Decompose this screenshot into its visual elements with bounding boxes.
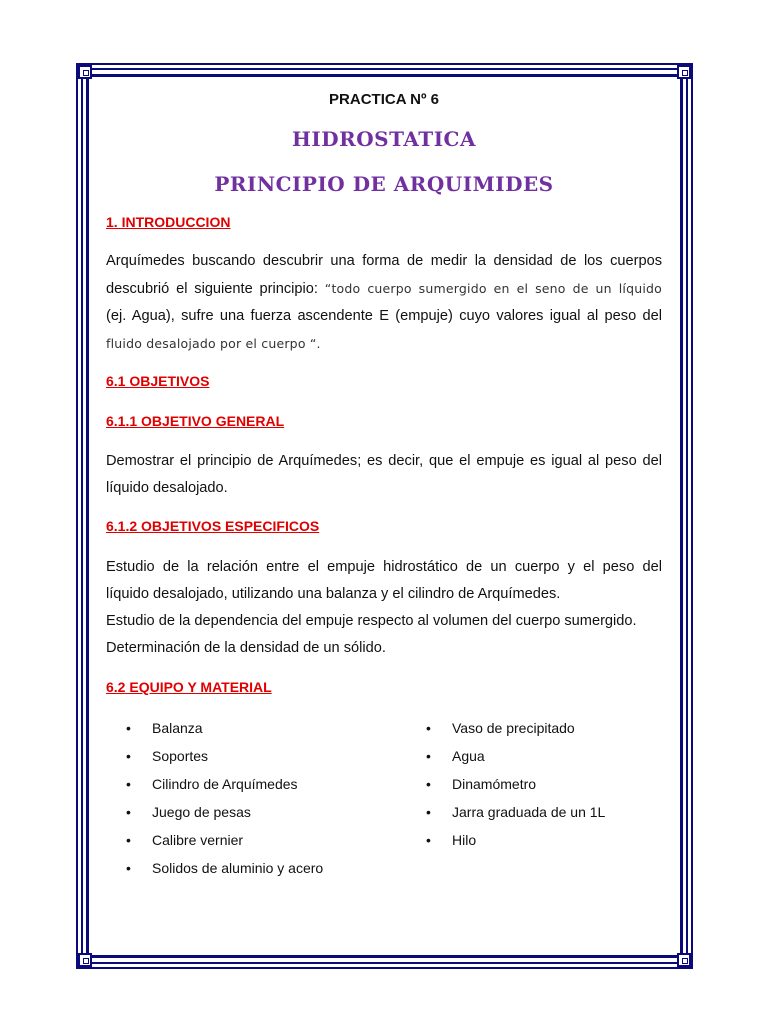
list-item: • Juego de pesas <box>106 798 323 826</box>
border-corner-top-right <box>677 65 691 79</box>
list-item: • Vaso de precipitado <box>406 714 605 742</box>
list-item: • Agua <box>406 742 605 770</box>
general-objective-paragraph <box>106 448 662 502</box>
intro-quote-start: “todo cuerpo sumergido en el seno de un líquido <box>324 281 662 296</box>
intro-quote-end: fluido desalojado por el cuerpo “. <box>106 336 321 351</box>
list-item: • Solidos de aluminio y acero <box>106 854 323 882</box>
border-corner-bottom-left <box>78 953 92 967</box>
specific-objective-line-4: Determinación de la densidad de un sólido. <box>106 640 386 656</box>
specific-objective-line-3: Estudio de la dependencia del empuje respecto al volumen del cuerpo sumergido. <box>106 613 637 629</box>
specific-objective-line-2: líquido desalojado, utilizando una balanza y el cilindro de Arquímedes. <box>106 586 561 602</box>
intro-line-2-prefix: descubrió el siguiente principio: <box>106 281 318 297</box>
general-objective-line-2: líquido desalojado. <box>106 480 228 496</box>
intro-heading: 1. INTRODUCCION <box>106 214 231 230</box>
border-corner-top-left <box>78 65 92 79</box>
border-corner-bottom-right <box>677 953 691 967</box>
equipment-list-right <box>406 714 605 854</box>
list-item: • Cilindro de Arquímedes <box>106 770 323 798</box>
specific-objectives-paragraph <box>106 554 662 662</box>
objectives-heading: 6.1 OBJETIVOS <box>106 373 210 389</box>
intro-line-2 <box>106 275 662 303</box>
list-item: • Calibre vernier <box>106 826 323 854</box>
intro-line-1: Arquímedes buscando descubrir una forma de medir la densidad de los cuerpos <box>106 253 662 269</box>
specific-objectives-heading: 6.1.2 OBJETIVOS ESPECIFICOS <box>106 518 320 534</box>
equipment-list-left <box>106 714 323 882</box>
list-item: • Jarra graduada de un 1L <box>406 798 605 826</box>
intro-line-3: (ej. Agua), sufre una fuerza ascendente E (empuje) cuyo valores igual al peso del <box>106 308 662 324</box>
intro-paragraph <box>106 248 662 357</box>
general-objective-heading: 6.1.1 OBJETIVO GENERAL <box>106 413 285 429</box>
list-item: • Soportes <box>106 742 323 770</box>
list-item: • Hilo <box>406 826 605 854</box>
subtitle: PRINCIPIO DE ARQUIMIDES <box>214 172 554 196</box>
list-item: • Dinamómetro <box>406 770 605 798</box>
general-objective-line-1: Demostrar el principio de Arquímedes; es decir, que el empuje es igual al peso del <box>106 453 662 469</box>
list-item: • Balanza <box>106 714 323 742</box>
specific-objective-line-1: Estudio de la relación entre el empuje hidrostático de un cuerpo y el peso del <box>106 559 662 575</box>
main-title: HIDROSTATICA <box>292 127 476 151</box>
equipment-heading: 6.2 EQUIPO Y MATERIAL <box>106 679 272 695</box>
practice-label: PRACTICA Nº 6 <box>329 91 439 108</box>
